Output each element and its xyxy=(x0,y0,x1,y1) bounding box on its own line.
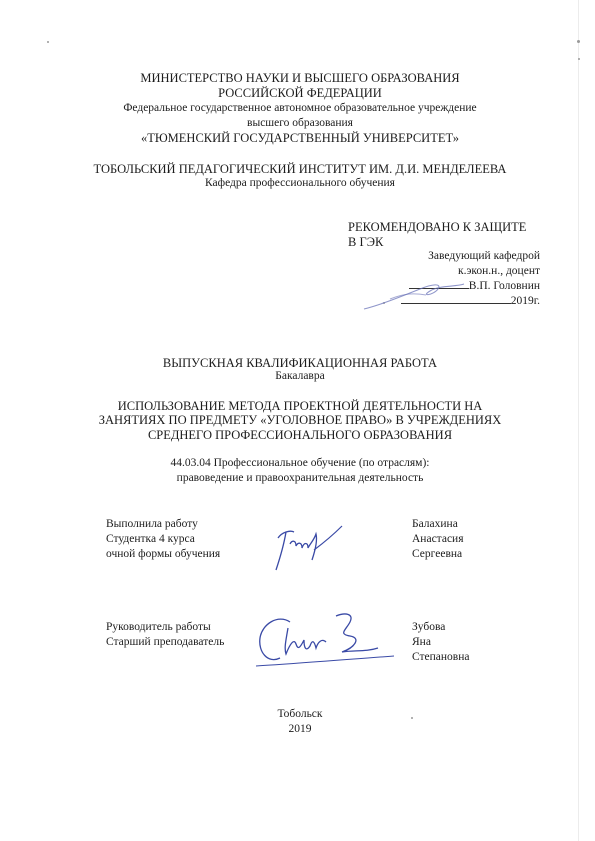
approval-heading-2: В ГЭК xyxy=(348,235,384,249)
approval-year: 2019г. xyxy=(510,295,540,307)
supervisor-label-2: Старший преподаватель xyxy=(106,636,225,648)
student-surname: Балахина xyxy=(412,518,458,530)
student-first-name: Анастасия xyxy=(412,533,464,545)
city: Тобольск xyxy=(277,708,323,720)
head-name: В.П. Головнин xyxy=(468,280,540,292)
supervisor-patronymic: Степановна xyxy=(412,651,470,663)
supervisor-signature xyxy=(250,608,400,670)
scan-speck xyxy=(578,58,580,60)
federation-line: РОССИЙСКОЙ ФЕДЕРАЦИИ xyxy=(218,86,382,100)
student-label-1: Выполнила работу xyxy=(106,518,198,530)
institute-name: ТОБОЛЬСКИЙ ПЕДАГОГИЧЕСКИЙ ИНСТИТУТ ИМ. Д.И. МЕНДЕЛЕЕВА xyxy=(93,162,507,176)
institution-type-line-2: высшего образования xyxy=(247,117,353,129)
student-signature xyxy=(268,520,348,575)
degree-level: Бакалавра xyxy=(275,370,325,382)
student-patronymic: Сергеевна xyxy=(412,548,463,560)
student-label-3: очной формы обучения xyxy=(106,548,221,560)
approval-heading: РЕКОМЕНДОВАНО К ЗАЩИТЕ xyxy=(348,220,527,234)
work-type: ВЫПУСКНАЯ КВАЛИФИКАЦИОННАЯ РАБОТА xyxy=(162,356,438,370)
head-signature xyxy=(360,275,470,315)
student-label-2: Студентка 4 курса xyxy=(106,533,195,545)
specialty-line-1: 44.03.04 Профессиональное обучение (по отраслям): xyxy=(170,457,430,469)
specialty-line-2: правоведение и правоохранительная деятельность xyxy=(176,472,424,484)
ministry-line: МИНИСТЕРСТВО НАУКИ И ВЫСШЕГО ОБРАЗОВАНИЯ xyxy=(140,71,460,85)
supervisor-surname: Зубова xyxy=(412,621,446,633)
head-of-department-title: Заведующий кафедрой xyxy=(428,250,540,262)
scan-speck xyxy=(577,40,580,43)
head-degree: к.экон.н., доцент xyxy=(458,265,540,277)
footer-year: 2019 xyxy=(288,723,312,735)
supervisor-first-name: Яна xyxy=(412,636,431,648)
topic-line-2: ЗАНЯТИЯХ ПО ПРЕДМЕТУ «УГОЛОВНОЕ ПРАВО» В УЧРЕЖДЕНИЯХ xyxy=(98,413,502,427)
department-name: Кафедра профессионального обучения xyxy=(205,177,395,189)
topic-line-3: СРЕДНЕГО ПРОФЕССИОНАЛЬНОГО ОБРАЗОВАНИЯ xyxy=(147,428,453,442)
scan-speck xyxy=(47,41,49,43)
university-name: «ТЮМЕНСКИЙ ГОСУДАРСТВЕННЫЙ УНИВЕРСИТЕТ» xyxy=(140,131,460,145)
topic-line-1: ИСПОЛЬЗОВАНИЕ МЕТОДА ПРОЕКТНОЙ ДЕЯТЕЛЬНОСТИ НА xyxy=(117,399,483,413)
scan-edge-line xyxy=(578,0,579,841)
supervisor-label-1: Руководитель работы xyxy=(106,621,211,633)
institution-type-line: Федеральное государственное автономное образовательное учреждение xyxy=(123,102,477,114)
